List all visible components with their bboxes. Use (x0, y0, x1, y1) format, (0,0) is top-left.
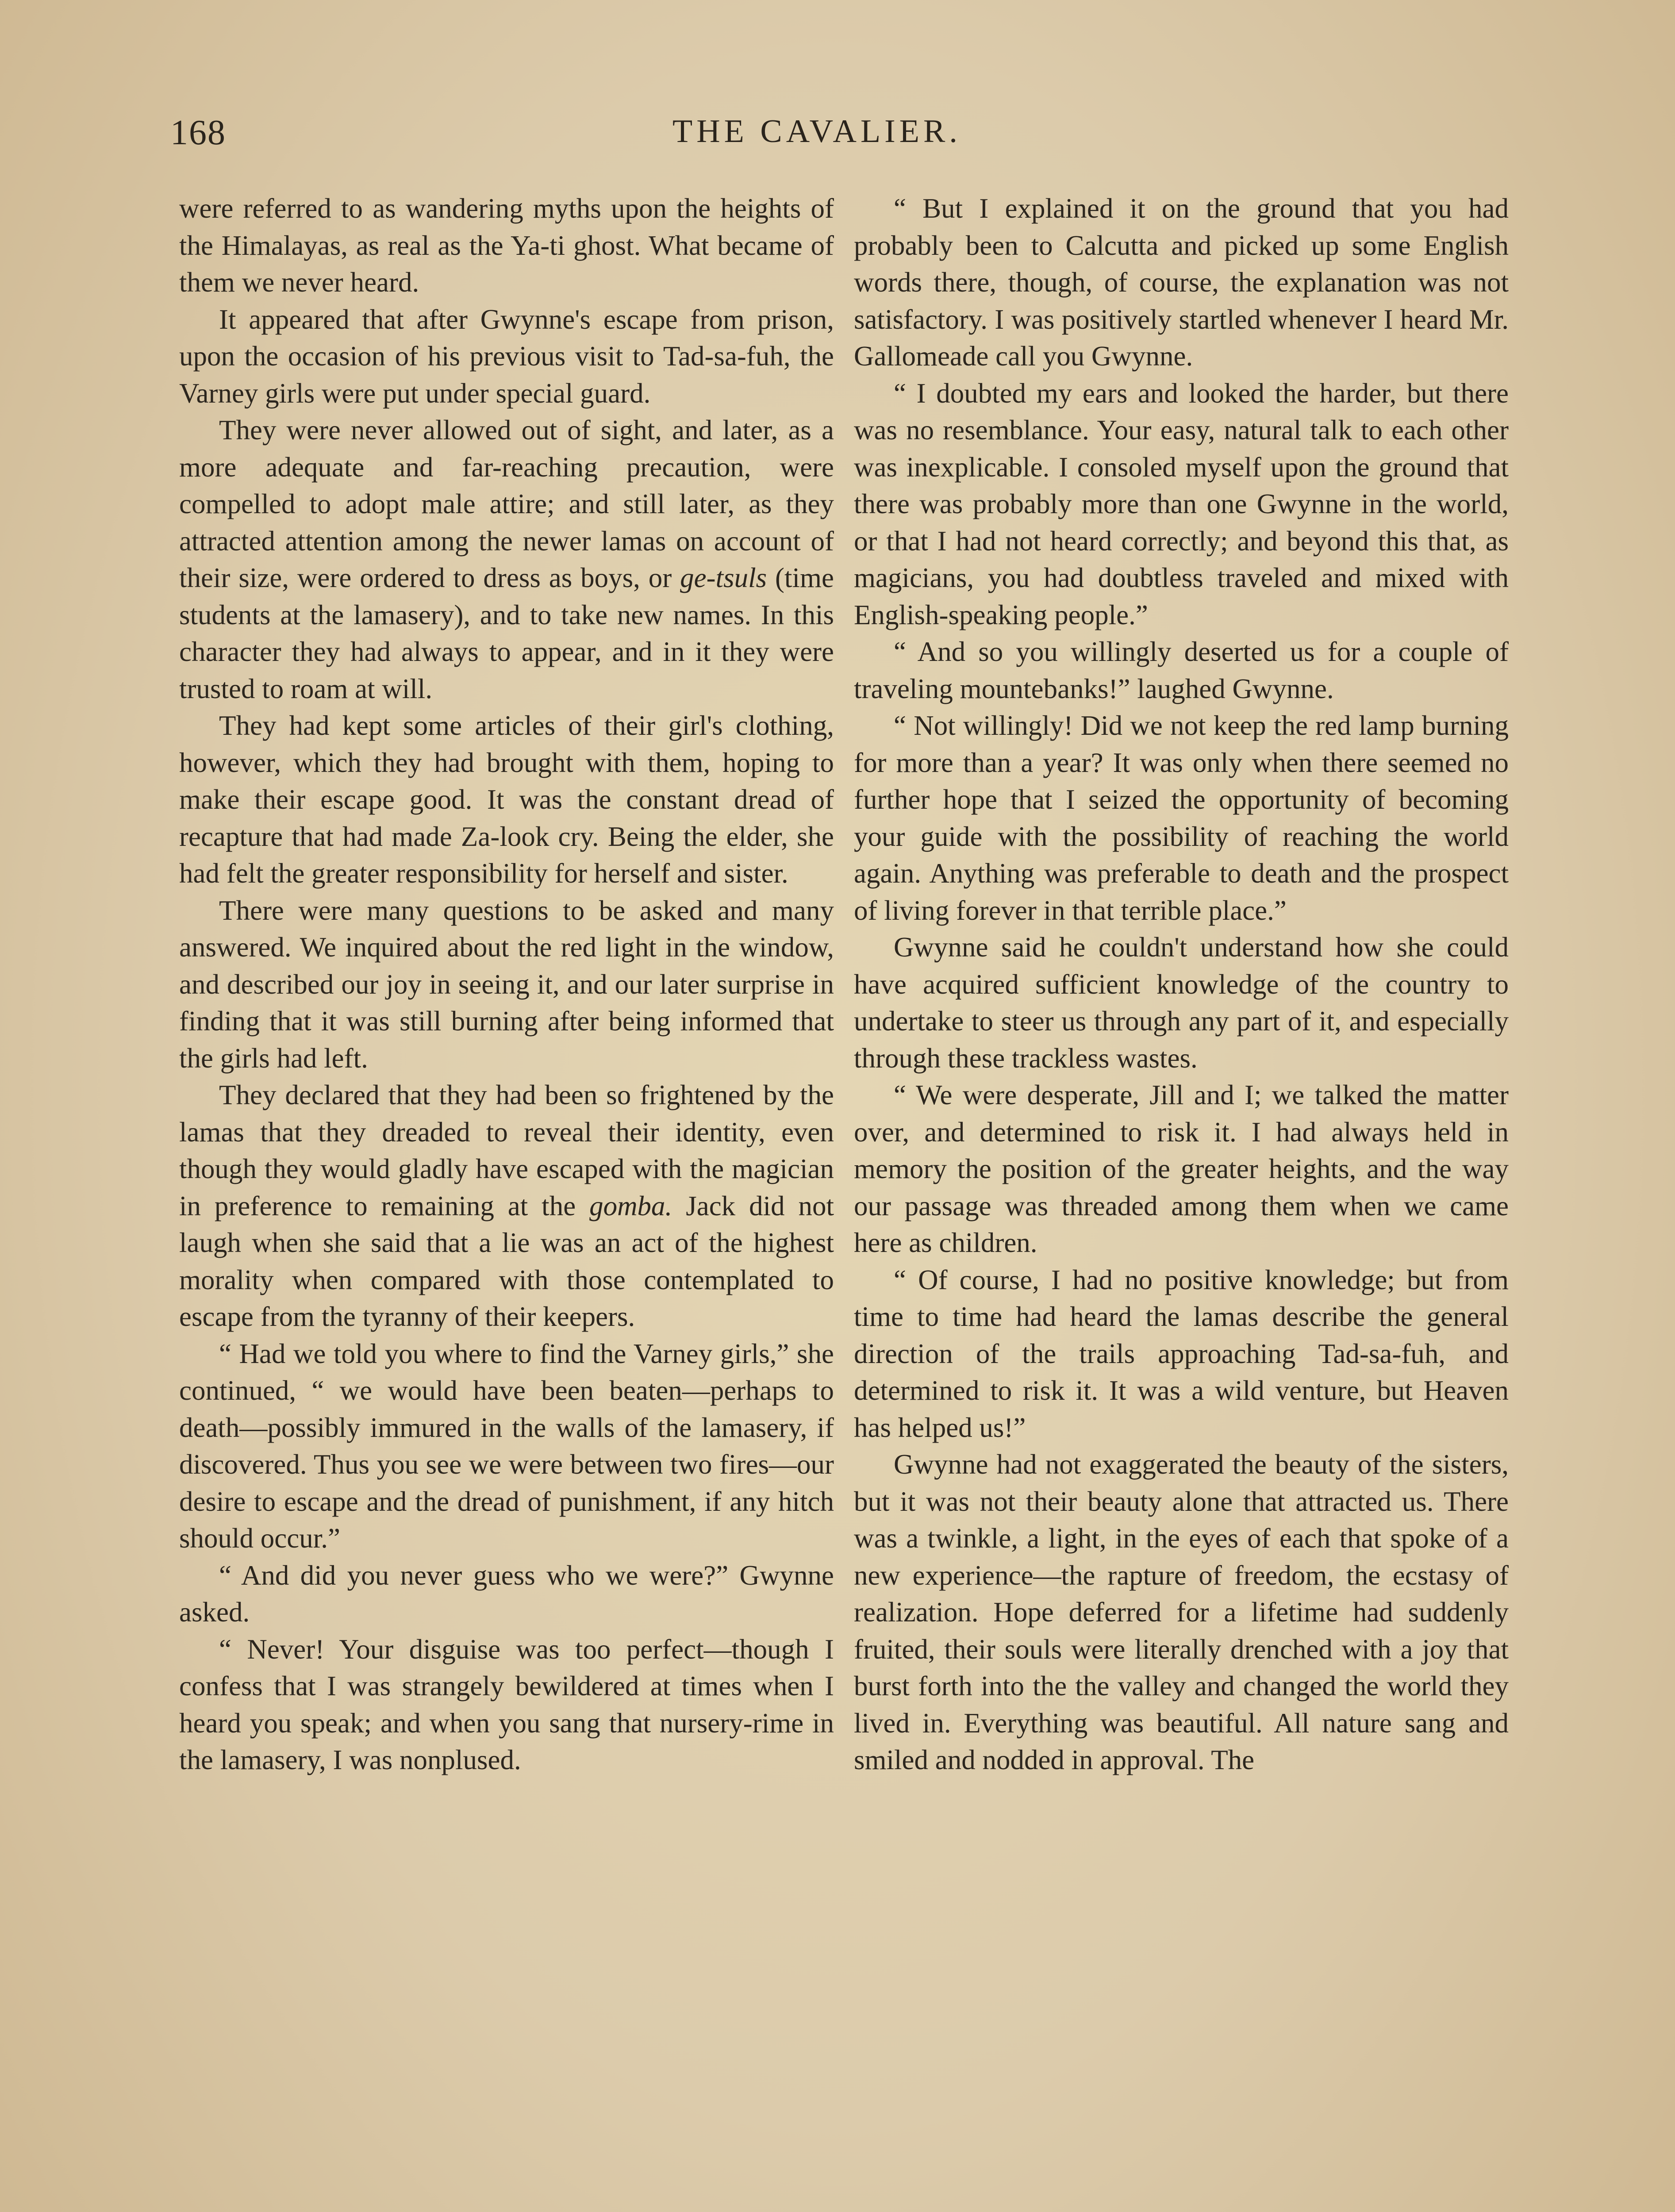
right-column (854, 190, 1509, 1779)
paragraph-text: They declared that they had been so frightened by the lamas that they dreaded to reveal their identity, even though they would gladly have escaped with the magician in preference to remaining at the (179, 1079, 834, 1221)
running-head: THE CAVALIER. (672, 113, 961, 150)
paragraph: They had kept some articles of their girl's clothing, however, which they had brought with them, hoping to make their escape good. It was the constant dread of recapture that had made Za-look cry. Being the elder, she had felt the greater responsibility for herself and sister. (179, 710, 834, 889)
paragraph: Gwynne said he couldn't understand how she could have acquired sufficient knowledge of the country to undertake to steer us through any part of it, and especially through these trackless wastes. (854, 932, 1509, 1074)
paragraph: Gwynne had not exaggerated the beauty of the sisters, but it was not their beauty alone that attracted us. There was a twinkle, a light, in the eyes of each that spoke of a new experience—the rapture of freedom, the ecstasy of realization. Hope deferred for a lifetime had suddenly fruited, their souls were literally drenched with a joy that burst forth into the the valley and changed the world they lived in. Everything was beautiful. All nature sang and smiled and nodded in approval. The (854, 1449, 1509, 1775)
paragraph: “ Had we told you where to find the Varney girls,” she continued, “ we would have been beaten—perhaps to death—possibly immured in the walls of the lamasery, if discovered. Thus you see we were between two fires—our desire to escape and the dread of punishment, if any hitch should occur.” (179, 1338, 834, 1554)
paragraph-text: They were never allowed out of sight, and later, as a more adequate and far-reaching precaution, were compelled to adopt male attire; and still later, as they attracted attention among the newer lamas on account of their size, were ordered to dress as boys, or (179, 415, 834, 593)
paragraph: It appeared that after Gwynne's escape from prison, upon the occasion of his previous visit to Tad-sa-fuh, the Varney girls were put under special guard. (179, 303, 834, 409)
paragraph: “ Of course, I had no positive knowledge; but from time to time had heard the lamas describe the general direction of the trails approaching Tad-sa-fuh, and determined to risk it. It was a wild venture, but Heaven has helped us!” (854, 1264, 1509, 1443)
page-header (0, 113, 1675, 161)
paragraph: “ And so you willingly deserted us for a couple of traveling mountebanks!” laughed Gwynne. (854, 636, 1509, 704)
paragraph-text: Jack did not laugh when she said that a lie was an act of the highest morality when compared with those contemplated to escape from the tyranny of their keepers. (179, 1190, 834, 1332)
italic-term: gomba. (589, 1190, 672, 1221)
paragraph: “ Never! Your disguise was too perfect—though I confess that I was strangely bewildered at times when I heard you speak; and when you sang that nursery-rime in the lamasery, I was nonplused. (179, 1633, 834, 1775)
paragraph: “ And did you never guess who we were?” Gwynne asked. (179, 1559, 834, 1628)
paragraph: “ But I explained it on the ground that you had probably been to Calcutta and picked up some English words there, though, of course, the explanation was not satisfactory. I was positively startled whenever I heard Mr. Gallomeade call you Gwynne. (854, 193, 1509, 372)
left-column (179, 190, 834, 1779)
paragraph: “ I doubted my ears and looked the harder, but there was no resemblance. Your easy, natural talk to each other was inexplicable. I consoled myself upon the ground that there was probably more than one Gwynne in the world, or that I had not heard correctly; and beyond this that, as magicians, you had doubtless traveled and mixed with English-speaking people.” (854, 377, 1509, 630)
paragraph: There were many questions to be asked and many answered. We inquired about the red light in the window, and described our joy in seeing it, and our later surprise in finding that it was still burning after being informed that the girls had left. (179, 895, 834, 1074)
paragraph-text: (time students at the lamasery), and to take new names. In this character they had always to appear, and in it they were trusted to roam at will. (179, 562, 834, 704)
italic-term: ge-tsuls (680, 562, 767, 593)
page-number: 168 (170, 113, 226, 152)
paragraph: “ Not willingly! Did we not keep the red lamp burning for more than a year? It was only when there seemed no further hope that I seized the opportunity of becoming your guide with the possibility of reaching the world again. Anything was preferable to death and the prospect of living forever in that terrible place.” (854, 710, 1509, 926)
paragraph: were referred to as wandering myths upon the heights of the Himalayas, as real as the Ya-ti ghost. What became of them we never heard. (179, 193, 834, 298)
paragraph: “ We were desperate, Jill and I; we talked the matter over, and determined to risk it. I had always held in memory the position of the greater heights, and the way our passage was threaded among them when we came here as children. (854, 1079, 1509, 1258)
paragraph (179, 412, 834, 707)
paragraph (179, 1077, 834, 1336)
